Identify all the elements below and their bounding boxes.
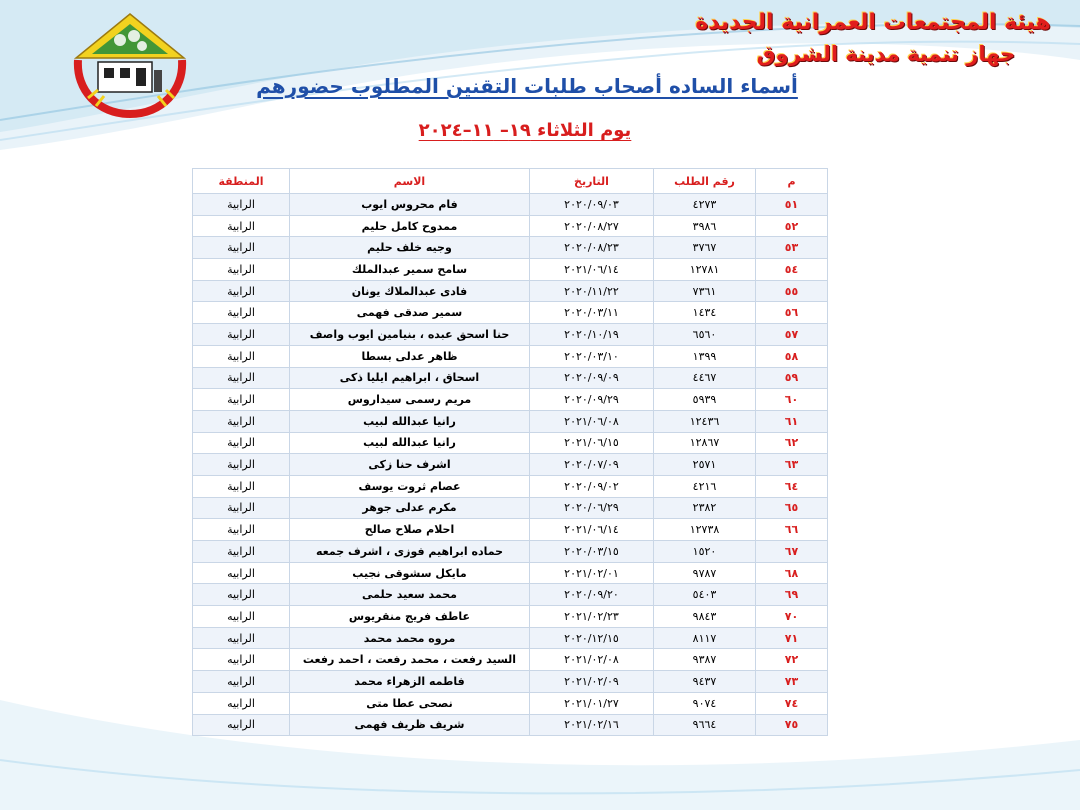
cell-request-number: ٤٢٧٣ <box>654 194 756 216</box>
cell-area: الرابيه <box>193 692 290 714</box>
table-row <box>193 649 828 671</box>
table-row <box>193 584 828 606</box>
cell-num: ٦٤ <box>756 475 828 497</box>
cell-name: سمير صدقى فهمى <box>290 302 530 324</box>
table-row <box>193 215 828 237</box>
cell-area: الرابية <box>193 432 290 454</box>
table-row <box>193 324 828 346</box>
cell-area: الرابية <box>193 454 290 476</box>
cell-area: الرابية <box>193 410 290 432</box>
cell-date: ٢٠٢١/٠٦/١٥ <box>530 432 654 454</box>
cell-num: ٧٣ <box>756 671 828 693</box>
cell-date: ٢٠٢٠/٠٩/٠٩ <box>530 367 654 389</box>
cell-num: ٥٦ <box>756 302 828 324</box>
column-header-date: التاريخ <box>530 169 654 194</box>
session-date: يوم الثلاثاء ١٩– ١١–٢٠٢٤ <box>418 120 632 141</box>
table-row <box>193 627 828 649</box>
table-row <box>193 475 828 497</box>
cell-date: ٢٠٢٠/١٠/١٩ <box>530 324 654 346</box>
cell-name: وجيه خلف حليم <box>290 237 530 259</box>
cell-request-number: ٤٢١٦ <box>654 475 756 497</box>
cell-request-number: ٩٧٨٧ <box>654 562 756 584</box>
cell-area: الرابيه <box>193 562 290 584</box>
cell-area: الرابيه <box>193 671 290 693</box>
cell-name: حنا اسحق عبده ، بنيامين ايوب واصف <box>290 324 530 346</box>
cell-num: ٦٣ <box>756 454 828 476</box>
table-header-row <box>193 169 828 194</box>
cell-area: الرابيه <box>193 606 290 628</box>
cell-area: الرابية <box>193 389 290 411</box>
cell-name: عصام ثروت يوسف <box>290 475 530 497</box>
cell-name: نصحى عطا متى <box>290 692 530 714</box>
cell-date: ٢٠٢٠/١١/٢٢ <box>530 280 654 302</box>
table-row <box>193 519 828 541</box>
cell-name: مريم رسمى سيداروس <box>290 389 530 411</box>
cell-date: ٢٠٢٠/٠٦/٢٩ <box>530 497 654 519</box>
cell-request-number: ٥٤٠٣ <box>654 584 756 606</box>
cell-name: السيد رفعت ، محمد رفعت ، احمد رفعت <box>290 649 530 671</box>
cell-date: ٢٠٢٠/٠٣/١٥ <box>530 541 654 563</box>
cell-area: الرابية <box>193 280 290 302</box>
table-row <box>193 410 828 432</box>
cell-date: ٢٠٢٠/٠٩/٢٩ <box>530 389 654 411</box>
cell-area: الرابيه <box>193 584 290 606</box>
cell-num: ٦٥ <box>756 497 828 519</box>
cell-num: ٥٥ <box>756 280 828 302</box>
cell-request-number: ١٥٢٠ <box>654 541 756 563</box>
table-row <box>193 454 828 476</box>
cell-name: فاطمه الزهراء محمد <box>290 671 530 693</box>
cell-name: فام محروس ايوب <box>290 194 530 216</box>
cell-name: اسحاق ، ابراهيم ايليا ذكى <box>290 367 530 389</box>
cell-date: ٢٠٢١/٠٦/١٤ <box>530 519 654 541</box>
cell-num: ٦٠ <box>756 389 828 411</box>
cell-request-number: ١٢٧٣٨ <box>654 519 756 541</box>
cell-num: ٦٨ <box>756 562 828 584</box>
table-row <box>193 345 828 367</box>
cell-date: ٢٠٢١/٠١/٢٧ <box>530 692 654 714</box>
cell-area: الرابيه <box>193 627 290 649</box>
page-title: أسماء الساده أصحاب طلبات التقنين المطلوب حضورهم <box>256 74 798 98</box>
cell-name: مكرم عدلى جوهر <box>290 497 530 519</box>
applicants-table <box>192 168 828 736</box>
cell-name: شريف ظريف فهمى <box>290 714 530 736</box>
cell-num: ٦١ <box>756 410 828 432</box>
cell-request-number: ١٢٨٦٧ <box>654 432 756 454</box>
cell-num: ٦٢ <box>756 432 828 454</box>
cell-request-number: ٣٧٦٧ <box>654 237 756 259</box>
cell-request-number: ٩٨٤٣ <box>654 606 756 628</box>
column-header-num: م <box>756 169 828 194</box>
table-row <box>193 692 828 714</box>
table-row <box>193 541 828 563</box>
table-row <box>193 280 828 302</box>
cell-num: ٧٥ <box>756 714 828 736</box>
cell-request-number: ٤٤٦٧ <box>654 367 756 389</box>
cell-date: ٢٠٢٠/٠٣/١٠ <box>530 345 654 367</box>
table-body <box>193 194 828 736</box>
cell-date: ٢٠٢٠/٠٣/١١ <box>530 302 654 324</box>
cell-name: محمد سعيد حلمى <box>290 584 530 606</box>
cell-request-number: ٥٩٣٩ <box>654 389 756 411</box>
cell-num: ٦٧ <box>756 541 828 563</box>
cell-num: ٥١ <box>756 194 828 216</box>
cell-num: ٧٠ <box>756 606 828 628</box>
cell-name: حماده ابراهيم فوزى ، اشرف جمعه <box>290 541 530 563</box>
organization-name: هيئة المجتمعات العمرانية الجديدة <box>695 10 1051 35</box>
cell-area: الرابية <box>193 259 290 281</box>
cell-request-number: ١٣٩٩ <box>654 345 756 367</box>
cell-area: الرابية <box>193 345 290 367</box>
cell-area: الرابيه <box>193 649 290 671</box>
cell-date: ٢٠٢٠/٠٨/٢٣ <box>530 237 654 259</box>
authority-logo <box>68 10 192 118</box>
cell-request-number: ٧٣٦١ <box>654 280 756 302</box>
cell-num: ٥٤ <box>756 259 828 281</box>
cell-request-number: ٩٤٣٧ <box>654 671 756 693</box>
cell-date: ٢٠٢٠/٠٩/٢٠ <box>530 584 654 606</box>
cell-num: ٥٧ <box>756 324 828 346</box>
table-row <box>193 237 828 259</box>
cell-request-number: ٢٥٧١ <box>654 454 756 476</box>
cell-date: ٢٠٢١/٠٢/٢٣ <box>530 606 654 628</box>
agency-name: جهاز تنمية مدينة الشروق <box>756 42 1016 66</box>
cell-num: ٦٦ <box>756 519 828 541</box>
table-row <box>193 606 828 628</box>
cell-area: الرابية <box>193 302 290 324</box>
cell-area: الرابية <box>193 519 290 541</box>
cell-area: الرابية <box>193 367 290 389</box>
cell-name: ممدوح كامل حليم <box>290 215 530 237</box>
cell-name: فادى عبدالملاك يونان <box>290 280 530 302</box>
cell-name: مروه محمد محمد <box>290 627 530 649</box>
cell-date: ٢٠٢٠/١٢/١٥ <box>530 627 654 649</box>
cell-area: الرابية <box>193 541 290 563</box>
column-header-area: المنطقة <box>193 169 290 194</box>
cell-num: ٥٩ <box>756 367 828 389</box>
cell-request-number: ٩٠٧٤ <box>654 692 756 714</box>
cell-date: ٢٠٢١/٠٢/٠١ <box>530 562 654 584</box>
cell-num: ٧٢ <box>756 649 828 671</box>
cell-request-number: ١٢٤٣٦ <box>654 410 756 432</box>
cell-name: ظاهر عدلى بسطا <box>290 345 530 367</box>
cell-request-number: ٨١١٧ <box>654 627 756 649</box>
cell-request-number: ٩٦٦٤ <box>654 714 756 736</box>
cell-name: رانيا عبدالله لبيب <box>290 410 530 432</box>
cell-request-number: ١٤٣٤ <box>654 302 756 324</box>
cell-num: ٧٤ <box>756 692 828 714</box>
cell-name: اشرف حنا زكى <box>290 454 530 476</box>
cell-date: ٢٠٢٠/٠٩/٠٣ <box>530 194 654 216</box>
table-row <box>193 367 828 389</box>
cell-date: ٢٠٢١/٠٢/١٦ <box>530 714 654 736</box>
cell-name: رانيا عبدالله لبيب <box>290 432 530 454</box>
cell-area: الرابية <box>193 194 290 216</box>
cell-num: ٧١ <box>756 627 828 649</box>
cell-date: ٢٠٢١/٠٦/٠٨ <box>530 410 654 432</box>
table-row <box>193 194 828 216</box>
cell-area: الرابية <box>193 475 290 497</box>
cell-date: ٢٠٢٠/٠٨/٢٧ <box>530 215 654 237</box>
cell-request-number: ٦٥٦٠ <box>654 324 756 346</box>
cell-name: سامح سمير عبدالملك <box>290 259 530 281</box>
cell-name: احلام صلاح صالح <box>290 519 530 541</box>
cell-num: ٦٩ <box>756 584 828 606</box>
cell-date: ٢٠٢١/٠٢/٠٩ <box>530 671 654 693</box>
cell-name: عاطف فريج منقريوس <box>290 606 530 628</box>
cell-date: ٢٠٢١/٠٢/٠٨ <box>530 649 654 671</box>
table-row <box>193 302 828 324</box>
table-row <box>193 671 828 693</box>
cell-area: الرابية <box>193 215 290 237</box>
column-header-name: الاسم <box>290 169 530 194</box>
table-row <box>193 562 828 584</box>
cell-request-number: ١٢٧٨١ <box>654 259 756 281</box>
cell-area: الرابية <box>193 497 290 519</box>
cell-area: الرابية <box>193 237 290 259</box>
cell-area: الرابيه <box>193 714 290 736</box>
cell-request-number: ٣٩٨٦ <box>654 215 756 237</box>
cell-date: ٢٠٢١/٠٦/١٤ <box>530 259 654 281</box>
table-row <box>193 389 828 411</box>
cell-date: ٢٠٢٠/٠٩/٠٢ <box>530 475 654 497</box>
table-row <box>193 714 828 736</box>
cell-date: ٢٠٢٠/٠٧/٠٩ <box>530 454 654 476</box>
cell-name: مايكل سشوقى نجيب <box>290 562 530 584</box>
cell-num: ٥٣ <box>756 237 828 259</box>
table-row <box>193 497 828 519</box>
cell-num: ٥٢ <box>756 215 828 237</box>
cell-request-number: ٩٣٨٧ <box>654 649 756 671</box>
cell-num: ٥٨ <box>756 345 828 367</box>
column-header-request: رقم الطلب <box>654 169 756 194</box>
table-row <box>193 259 828 281</box>
cell-request-number: ٢٣٨٢ <box>654 497 756 519</box>
table-row <box>193 432 828 454</box>
cell-area: الرابية <box>193 324 290 346</box>
